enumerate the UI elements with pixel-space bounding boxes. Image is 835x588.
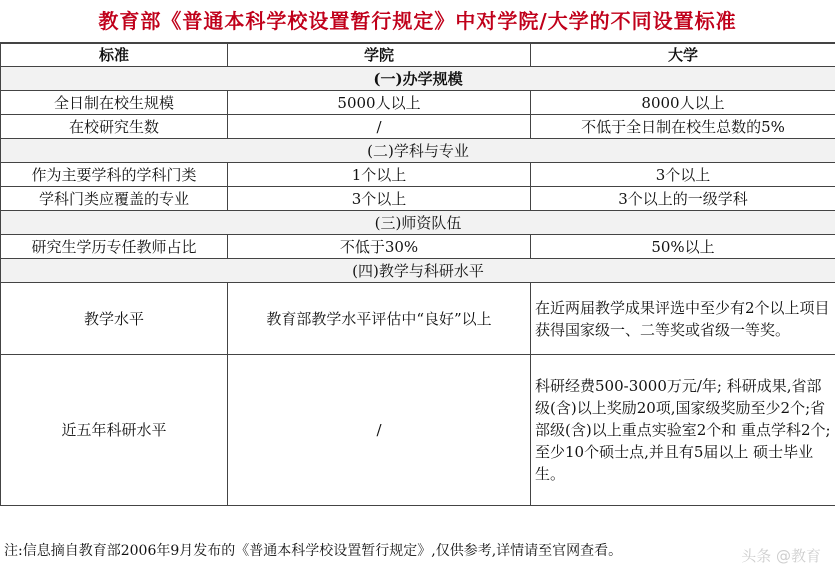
college-value: 不低于30%	[228, 235, 531, 259]
section-row	[1, 67, 835, 91]
university-value: 科研经费500-3000万元/年; 科研成果,省部级(含)以上奖励20项,国家级奖励至少2个;省部级(含)以上重点实验室2个和 重点学科2个; 至少10个硕士点,并且有5届以上 硕士毕业生。	[531, 355, 835, 506]
college-value: 3个以上	[228, 187, 531, 211]
college-value: /	[228, 115, 531, 139]
section-title-scale: (一)办学规模	[1, 67, 835, 91]
college-value: 教育部教学水平评估中“良好”以上	[228, 283, 531, 355]
row-label: 学科门类应覆盖的专业	[1, 187, 228, 211]
college-value: 5000人以上	[228, 91, 531, 115]
table-row	[1, 91, 835, 115]
college-value: 1个以上	[228, 163, 531, 187]
row-label: 近五年科研水平	[1, 355, 228, 506]
section-title-teaching-research: (四)教学与科研水平	[1, 259, 835, 283]
university-value: 在近两届教学成果评选中至少有2个以上项目获得国家级一、二等奖或省级一等奖。	[531, 283, 835, 355]
university-value: 8000人以上	[531, 91, 835, 115]
section-title-faculty: (三)师资队伍	[1, 211, 835, 235]
table-row	[1, 163, 835, 187]
table-row	[1, 355, 835, 506]
table-row	[1, 187, 835, 211]
table-row	[1, 235, 835, 259]
header-college: 学院	[228, 43, 531, 67]
row-label: 教学水平	[1, 283, 228, 355]
standards-table	[0, 42, 835, 506]
table-header-row	[1, 43, 835, 67]
section-row	[1, 211, 835, 235]
row-label: 全日制在校生规模	[1, 91, 228, 115]
university-value: 不低于全日制在校生总数的5%	[531, 115, 835, 139]
row-label: 在校研究生数	[1, 115, 228, 139]
section-row	[1, 139, 835, 163]
university-value: 3个以上	[531, 163, 835, 187]
row-label: 作为主要学科的学科门类	[1, 163, 228, 187]
header-university: 大学	[531, 43, 835, 67]
page-title: 教育部《普通本科学校设置暂行规定》中对学院/大学的不同设置标准	[0, 0, 835, 42]
university-value: 3个以上的一级学科	[531, 187, 835, 211]
section-title-disciplines: (二)学科与专业	[1, 139, 835, 163]
table-row	[1, 115, 835, 139]
table-row	[1, 283, 835, 355]
header-standard: 标准	[1, 43, 228, 67]
section-row	[1, 259, 835, 283]
university-value: 50%以上	[531, 235, 835, 259]
row-label: 研究生学历专任教师占比	[1, 235, 228, 259]
college-value: /	[228, 355, 531, 506]
footnote: 注:信息摘自教育部2006年9月发布的《普通本科学校设置暂行规定》,仅供参考,详情请至官网查看。	[0, 538, 835, 588]
watermark: 头条 @教育	[741, 547, 821, 565]
